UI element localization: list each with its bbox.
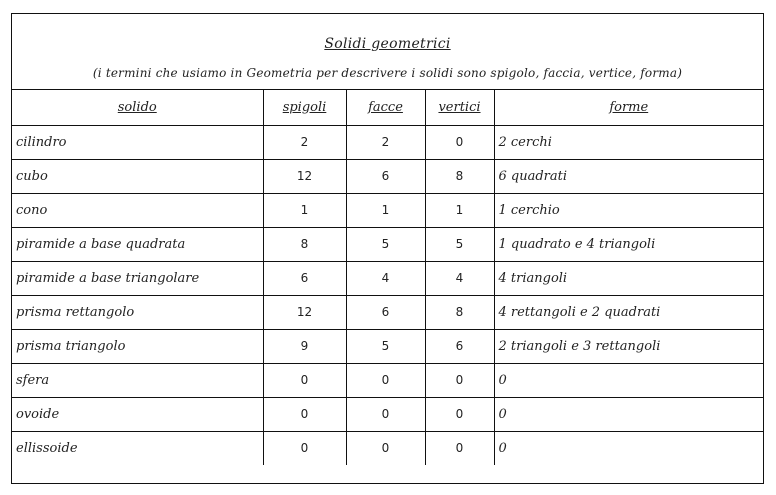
cell-spigoli: 2 bbox=[263, 125, 346, 159]
page-subtitle: (i termini che usiamo in Geometria per descrivere i solidi sono spigolo, faccia, vertice, forma) bbox=[92, 66, 683, 80]
cell-spigoli: 6 bbox=[263, 261, 346, 295]
cell-solido: cubo bbox=[12, 159, 263, 193]
cell-spigoli: 12 bbox=[263, 295, 346, 329]
cell-forme: 0 bbox=[494, 363, 763, 397]
cell-forme: 6 quadrati bbox=[494, 159, 763, 193]
cell-forme: 2 triangoli e 3 rettangoli bbox=[494, 329, 763, 363]
cell-solido: cilindro bbox=[12, 125, 263, 159]
table-header-row bbox=[12, 90, 763, 125]
cell-spigoli: 0 bbox=[263, 431, 346, 465]
cell-vertici: 0 bbox=[425, 125, 494, 159]
cell-solido: ovoide bbox=[12, 397, 263, 431]
page-title: Solidi geometrici bbox=[324, 36, 451, 52]
cell-forme: 4 rettangoli e 2 quadrati bbox=[494, 295, 763, 329]
cell-facce: 6 bbox=[346, 159, 425, 193]
cell-vertici: 1 bbox=[425, 193, 494, 227]
cell-facce: 5 bbox=[346, 227, 425, 261]
column-header-vertici: vertici bbox=[425, 90, 494, 125]
cell-spigoli: 9 bbox=[263, 329, 346, 363]
cell-vertici: 0 bbox=[425, 397, 494, 431]
cell-facce: 0 bbox=[346, 397, 425, 431]
cell-facce: 5 bbox=[346, 329, 425, 363]
table-row bbox=[12, 227, 763, 261]
table-row bbox=[12, 159, 763, 193]
table-row bbox=[12, 397, 763, 431]
cell-facce: 1 bbox=[346, 193, 425, 227]
cell-spigoli: 12 bbox=[263, 159, 346, 193]
cell-vertici: 0 bbox=[425, 363, 494, 397]
cell-vertici: 6 bbox=[425, 329, 494, 363]
worksheet bbox=[11, 13, 764, 484]
column-header-facce: facce bbox=[346, 90, 425, 125]
cell-forme: 1 cerchio bbox=[494, 193, 763, 227]
table-row bbox=[12, 295, 763, 329]
cell-spigoli: 0 bbox=[263, 363, 346, 397]
table-row bbox=[12, 329, 763, 363]
cell-spigoli: 1 bbox=[263, 193, 346, 227]
solids-table bbox=[12, 90, 763, 465]
column-header-spigoli: spigoli bbox=[263, 90, 346, 125]
cell-vertici: 8 bbox=[425, 159, 494, 193]
cell-vertici: 4 bbox=[425, 261, 494, 295]
cell-spigoli: 8 bbox=[263, 227, 346, 261]
table-row bbox=[12, 431, 763, 465]
cell-solido: piramide a base triangolare bbox=[12, 261, 263, 295]
table-row bbox=[12, 125, 763, 159]
cell-facce: 4 bbox=[346, 261, 425, 295]
column-header-forme: forme bbox=[494, 90, 763, 125]
cell-solido: ellissoide bbox=[12, 431, 263, 465]
table-row bbox=[12, 261, 763, 295]
cell-vertici: 5 bbox=[425, 227, 494, 261]
cell-solido: cono bbox=[12, 193, 263, 227]
cell-solido: piramide a base quadrata bbox=[12, 227, 263, 261]
worksheet-header bbox=[12, 14, 763, 90]
cell-vertici: 8 bbox=[425, 295, 494, 329]
table-row bbox=[12, 193, 763, 227]
table-row bbox=[12, 363, 763, 397]
cell-spigoli: 0 bbox=[263, 397, 346, 431]
cell-facce: 0 bbox=[346, 363, 425, 397]
cell-forme: 4 triangoli bbox=[494, 261, 763, 295]
cell-solido: sfera bbox=[12, 363, 263, 397]
cell-solido: prisma rettangolo bbox=[12, 295, 263, 329]
column-header-solido: solido bbox=[12, 90, 263, 125]
cell-forme: 0 bbox=[494, 431, 763, 465]
cell-facce: 0 bbox=[346, 431, 425, 465]
cell-facce: 6 bbox=[346, 295, 425, 329]
cell-vertici: 0 bbox=[425, 431, 494, 465]
cell-solido: prisma triangolo bbox=[12, 329, 263, 363]
cell-forme: 1 quadrato e 4 triangoli bbox=[494, 227, 763, 261]
cell-forme: 2 cerchi bbox=[494, 125, 763, 159]
cell-facce: 2 bbox=[346, 125, 425, 159]
cell-forme: 0 bbox=[494, 397, 763, 431]
